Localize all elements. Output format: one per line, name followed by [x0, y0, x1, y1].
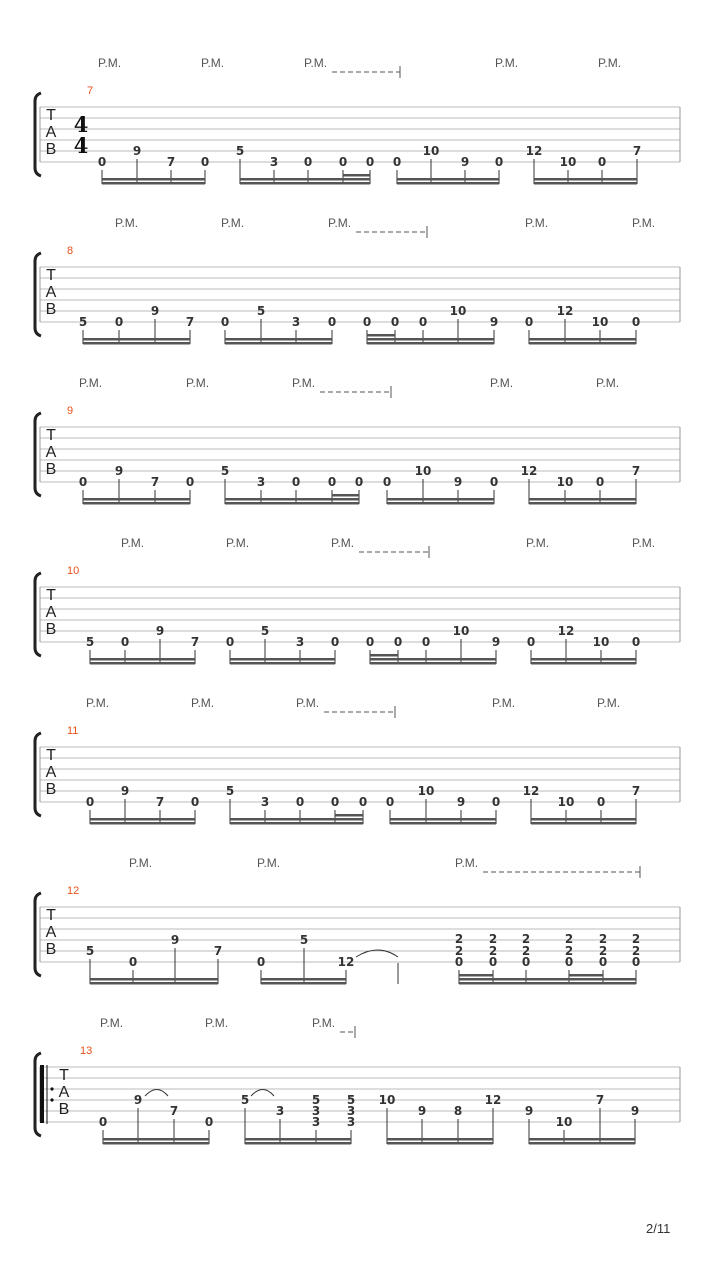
- fret-number: 0: [97, 155, 107, 169]
- fret-number: 5: [346, 1093, 356, 1107]
- fret-number: 0: [454, 955, 464, 969]
- palm-mute-label: P.M.: [525, 216, 549, 230]
- tab-clef-letter: A: [45, 764, 57, 781]
- fret-number: 10: [592, 635, 610, 649]
- fret-number: 7: [595, 1093, 605, 1107]
- fret-number: 7: [190, 635, 200, 649]
- fret-number: 10: [557, 795, 575, 809]
- palm-mute-label: P.M.: [495, 56, 519, 70]
- beam-eighth-upper: [230, 818, 363, 821]
- palm-mute-label: P.M.: [201, 56, 225, 70]
- fret-number: 2: [521, 944, 531, 958]
- beam-eighth: [387, 502, 494, 505]
- fret-number: 0: [120, 635, 130, 649]
- beam-eighth: [225, 342, 332, 345]
- beam-eighth: [230, 662, 335, 665]
- beam-eighth-upper: [529, 1138, 635, 1141]
- fret-number: 3: [260, 795, 270, 809]
- fret-number: 0: [421, 635, 431, 649]
- tab-clef-letter: B: [45, 781, 57, 798]
- tab-clef-letter: B: [45, 141, 57, 158]
- fret-number: 0: [385, 795, 395, 809]
- beam-eighth-upper: [230, 658, 335, 661]
- palm-mute-label: P.M.: [191, 696, 215, 710]
- beam-eighth-upper: [387, 498, 494, 501]
- tab-clef-letter: B: [45, 621, 57, 638]
- palm-mute-label: P.M.: [226, 536, 250, 550]
- beam-eighth: [90, 822, 195, 825]
- fret-number: 0: [128, 955, 138, 969]
- palm-mute-label: P.M.: [596, 376, 620, 390]
- fret-number: 5: [311, 1093, 321, 1107]
- fret-number: 0: [338, 155, 348, 169]
- fret-number: 12: [556, 304, 574, 318]
- tab-clef-letter: A: [58, 1084, 70, 1101]
- fret-number: 2: [631, 944, 641, 958]
- beam-eighth-upper: [90, 658, 195, 661]
- fret-number: 5: [256, 304, 266, 318]
- fret-number: 0: [330, 635, 340, 649]
- palm-mute-label: P.M.: [98, 56, 122, 70]
- fret-number: 0: [488, 955, 498, 969]
- fret-number: 0: [631, 635, 641, 649]
- fret-number: 12: [484, 1093, 502, 1107]
- fret-number: 0: [330, 795, 340, 809]
- fret-number: 5: [85, 944, 95, 958]
- fret-number: 2: [598, 944, 608, 958]
- fret-number: 0: [365, 155, 375, 169]
- fret-number: 0: [354, 475, 364, 489]
- tab-clef-letter: B: [45, 941, 57, 958]
- fret-number: 5: [220, 464, 230, 478]
- fret-number: 0: [494, 155, 504, 169]
- fret-number: 3: [275, 1104, 285, 1118]
- beam-eighth-upper: [90, 818, 195, 821]
- fret-number: 2: [521, 932, 531, 946]
- fret-number: 9: [132, 144, 142, 158]
- fret-number: 5: [85, 635, 95, 649]
- measure-number: 10: [67, 565, 80, 577]
- fret-number: 5: [225, 784, 235, 798]
- beam-eighth: [102, 182, 205, 185]
- beam-eighth-upper: [245, 1138, 351, 1141]
- fret-number: 12: [337, 955, 355, 969]
- measure-number: 13: [80, 1045, 93, 1057]
- fret-number: 9: [170, 933, 180, 947]
- beam-eighth: [390, 822, 496, 825]
- tab-clef-letter: A: [45, 124, 57, 141]
- page-number: 2/11: [646, 1221, 671, 1236]
- beam-eighth-upper: [459, 978, 636, 981]
- fret-number: 0: [78, 475, 88, 489]
- palm-mute-label: P.M.: [115, 216, 139, 230]
- measure-number: 9: [67, 405, 74, 417]
- beam-eighth-upper: [83, 338, 190, 341]
- tab-clef-letter: T: [46, 587, 56, 604]
- fret-number: 2: [564, 944, 574, 958]
- fret-number: 7: [213, 944, 223, 958]
- palm-mute-label: P.M.: [455, 856, 479, 870]
- beam-eighth-upper: [387, 1138, 493, 1141]
- beam-eighth: [529, 502, 636, 505]
- fret-number: 0: [526, 635, 536, 649]
- palm-mute-label: P.M.: [526, 536, 550, 550]
- fret-number: 9: [630, 1104, 640, 1118]
- repeat-thick-bar: [40, 1065, 44, 1123]
- fret-number: 10: [417, 784, 435, 798]
- beam-eighth: [83, 502, 190, 505]
- fret-number: 9: [489, 315, 499, 329]
- palm-mute-label: P.M.: [292, 376, 316, 390]
- tab-clef-letter: T: [46, 907, 56, 924]
- tab-clef-letter: A: [45, 924, 57, 941]
- fret-number: 0: [392, 155, 402, 169]
- tab-clef-letter: B: [58, 1101, 70, 1118]
- fret-number: 9: [453, 475, 463, 489]
- beam-eighth: [531, 662, 636, 665]
- fret-number: 0: [631, 955, 641, 969]
- fret-number: 3: [295, 635, 305, 649]
- measure-number: 7: [87, 85, 94, 97]
- fret-number: 0: [382, 475, 392, 489]
- palm-mute-label: P.M.: [100, 1016, 124, 1030]
- palm-mute-label: P.M.: [296, 696, 320, 710]
- fret-number: 0: [597, 155, 607, 169]
- palm-mute-label: P.M.: [129, 856, 153, 870]
- beam-eighth-upper: [390, 818, 496, 821]
- beam-eighth-upper: [240, 178, 370, 181]
- beam-eighth-upper: [225, 338, 332, 341]
- beam-eighth-upper: [102, 178, 205, 181]
- palm-mute-label: P.M.: [221, 216, 245, 230]
- fret-number: 0: [185, 475, 195, 489]
- fret-number: 2: [631, 932, 641, 946]
- fret-number: 8: [453, 1104, 463, 1118]
- fret-number: 0: [365, 635, 375, 649]
- tab-clef-letter: B: [45, 301, 57, 318]
- fret-number: 0: [521, 955, 531, 969]
- fret-number: 10: [422, 144, 440, 158]
- beam-eighth: [83, 342, 190, 345]
- fret-number: 0: [598, 955, 608, 969]
- fret-number: 3: [311, 1104, 321, 1118]
- fret-number: 9: [120, 784, 130, 798]
- fret-number: 0: [491, 795, 501, 809]
- fret-number: 3: [291, 315, 301, 329]
- fret-number: 5: [235, 144, 245, 158]
- fret-number: 0: [190, 795, 200, 809]
- fret-number: 7: [185, 315, 195, 329]
- palm-mute-label: P.M.: [598, 56, 622, 70]
- palm-mute-label: P.M.: [257, 856, 281, 870]
- repeat-dot: [50, 1087, 53, 1090]
- fret-number: 3: [311, 1115, 321, 1129]
- fret-number: 3: [346, 1115, 356, 1129]
- fret-number: 7: [631, 784, 641, 798]
- fret-number: 12: [525, 144, 543, 158]
- fret-number: 2: [488, 944, 498, 958]
- fret-number: 10: [449, 304, 467, 318]
- tab-clef-letter: T: [46, 747, 56, 764]
- fret-number: 0: [631, 315, 641, 329]
- fret-number: 7: [166, 155, 176, 169]
- beam-eighth: [240, 182, 370, 185]
- fret-number: 0: [204, 1115, 214, 1129]
- tab-clef-letter: T: [46, 267, 56, 284]
- palm-mute-label: P.M.: [597, 696, 621, 710]
- fret-number: 0: [358, 795, 368, 809]
- fret-number: 12: [557, 624, 575, 638]
- beam-sixteenth: [335, 814, 363, 817]
- repeat-dot: [50, 1098, 53, 1101]
- fret-number: 0: [393, 635, 403, 649]
- fret-number: 9: [114, 464, 124, 478]
- fret-number: 0: [595, 475, 605, 489]
- beam-eighth-upper: [534, 178, 637, 181]
- tab-clef-letter: T: [46, 107, 56, 124]
- time-signature-bottom: 4: [73, 133, 89, 158]
- beam-eighth-upper: [531, 658, 636, 661]
- beam-eighth-upper: [225, 498, 359, 501]
- palm-mute-label: P.M.: [632, 536, 656, 550]
- beam-eighth-upper: [529, 338, 636, 341]
- fret-number: 0: [303, 155, 313, 169]
- beam-sixteenth: [367, 334, 395, 337]
- palm-mute-label: P.M.: [79, 376, 103, 390]
- fret-number: 0: [390, 315, 400, 329]
- tie-arc: [251, 1090, 274, 1097]
- beam-eighth: [90, 662, 195, 665]
- beam-eighth: [459, 982, 636, 985]
- fret-number: 7: [632, 144, 642, 158]
- fret-number: 9: [460, 155, 470, 169]
- fret-number: 7: [631, 464, 641, 478]
- tab-clef-letter: T: [46, 427, 56, 444]
- fret-number: 9: [491, 635, 501, 649]
- beam-eighth: [529, 342, 636, 345]
- beam-eighth-upper: [103, 1138, 209, 1141]
- tie-arc: [145, 1090, 168, 1097]
- fret-number: 0: [524, 315, 534, 329]
- fret-number: 9: [417, 1104, 427, 1118]
- fret-number: 9: [150, 304, 160, 318]
- fret-number: 0: [256, 955, 266, 969]
- beam-eighth-upper: [531, 818, 636, 821]
- tab-clef-letter: A: [45, 604, 57, 621]
- beam-eighth-upper: [370, 658, 496, 661]
- fret-number: 2: [454, 944, 464, 958]
- palm-mute-label: P.M.: [86, 696, 110, 710]
- fret-number: 9: [133, 1093, 143, 1107]
- beam-eighth: [529, 1142, 635, 1145]
- tab-clef-letter: B: [45, 461, 57, 478]
- fret-number: 0: [327, 315, 337, 329]
- fret-number: 10: [414, 464, 432, 478]
- beam-eighth: [397, 182, 499, 185]
- palm-mute-label: P.M.: [121, 536, 145, 550]
- fret-number: 7: [169, 1104, 179, 1118]
- fret-number: 3: [256, 475, 266, 489]
- fret-number: 0: [225, 635, 235, 649]
- beam-sixteenth: [569, 974, 603, 977]
- fret-number: 9: [155, 624, 165, 638]
- tab-clef-letter: T: [59, 1067, 69, 1084]
- palm-mute-label: P.M.: [205, 1016, 229, 1030]
- palm-mute-label: P.M.: [331, 536, 355, 550]
- beam-eighth: [230, 822, 363, 825]
- beam-eighth: [387, 1142, 493, 1145]
- beam-eighth: [90, 982, 218, 985]
- fret-number: 9: [524, 1104, 534, 1118]
- beam-eighth-upper: [367, 338, 494, 341]
- beam-eighth: [534, 182, 637, 185]
- palm-mute-label: P.M.: [186, 376, 210, 390]
- fret-number: 0: [220, 315, 230, 329]
- beam-sixteenth: [459, 974, 493, 977]
- beam-eighth: [245, 1142, 351, 1145]
- fret-number: 10: [555, 1115, 573, 1129]
- beam-eighth: [367, 342, 494, 345]
- fret-number: 0: [295, 795, 305, 809]
- fret-number: 3: [269, 155, 279, 169]
- palm-mute-label: P.M.: [312, 1016, 336, 1030]
- fret-number: 10: [559, 155, 577, 169]
- time-signature-top: 4: [73, 112, 89, 137]
- fret-number: 0: [291, 475, 301, 489]
- fret-number: 0: [418, 315, 428, 329]
- beam-eighth: [531, 822, 636, 825]
- fret-number: 0: [596, 795, 606, 809]
- beam-sixteenth: [343, 174, 370, 177]
- fret-number: 10: [452, 624, 470, 638]
- palm-mute-label: P.M.: [304, 56, 328, 70]
- tab-clef-letter: A: [45, 284, 57, 301]
- palm-mute-label: P.M.: [490, 376, 514, 390]
- fret-number: 2: [488, 932, 498, 946]
- fret-number: 9: [456, 795, 466, 809]
- fret-number: 7: [150, 475, 160, 489]
- fret-number: 2: [454, 932, 464, 946]
- fret-number: 2: [598, 932, 608, 946]
- fret-number: 0: [489, 475, 499, 489]
- beam-eighth: [261, 982, 346, 985]
- fret-number: 0: [98, 1115, 108, 1129]
- fret-number: 12: [520, 464, 538, 478]
- beam-eighth-upper: [529, 498, 636, 501]
- beam-eighth-upper: [397, 178, 499, 181]
- fret-number: 5: [240, 1093, 250, 1107]
- fret-number: 2: [564, 932, 574, 946]
- fret-number: 10: [556, 475, 574, 489]
- fret-number: 5: [260, 624, 270, 638]
- beam-eighth-upper: [261, 978, 346, 981]
- beam-eighth: [370, 662, 496, 665]
- fret-number: 0: [362, 315, 372, 329]
- palm-mute-label: P.M.: [328, 216, 352, 230]
- fret-number: 0: [114, 315, 124, 329]
- fret-number: 12: [522, 784, 540, 798]
- fret-number: 10: [591, 315, 609, 329]
- measure-number: 12: [67, 885, 80, 897]
- fret-number: 0: [564, 955, 574, 969]
- beam-eighth-upper: [83, 498, 190, 501]
- beam-sixteenth: [370, 654, 398, 657]
- beam-eighth: [103, 1142, 209, 1145]
- fret-number: 5: [78, 315, 88, 329]
- measure-number: 11: [67, 725, 79, 737]
- fret-number: 3: [346, 1104, 356, 1118]
- beam-eighth-upper: [90, 978, 218, 981]
- fret-number: 10: [378, 1093, 396, 1107]
- fret-number: 7: [155, 795, 165, 809]
- beam-eighth: [225, 502, 359, 505]
- fret-number: 0: [200, 155, 210, 169]
- fret-number: 0: [85, 795, 95, 809]
- measure-number: 8: [67, 245, 74, 257]
- palm-mute-label: P.M.: [492, 696, 516, 710]
- tab-clef-letter: A: [45, 444, 57, 461]
- fret-number: 5: [299, 933, 309, 947]
- beam-sixteenth: [332, 494, 359, 497]
- palm-mute-label: P.M.: [632, 216, 656, 230]
- fret-number: 0: [327, 475, 337, 489]
